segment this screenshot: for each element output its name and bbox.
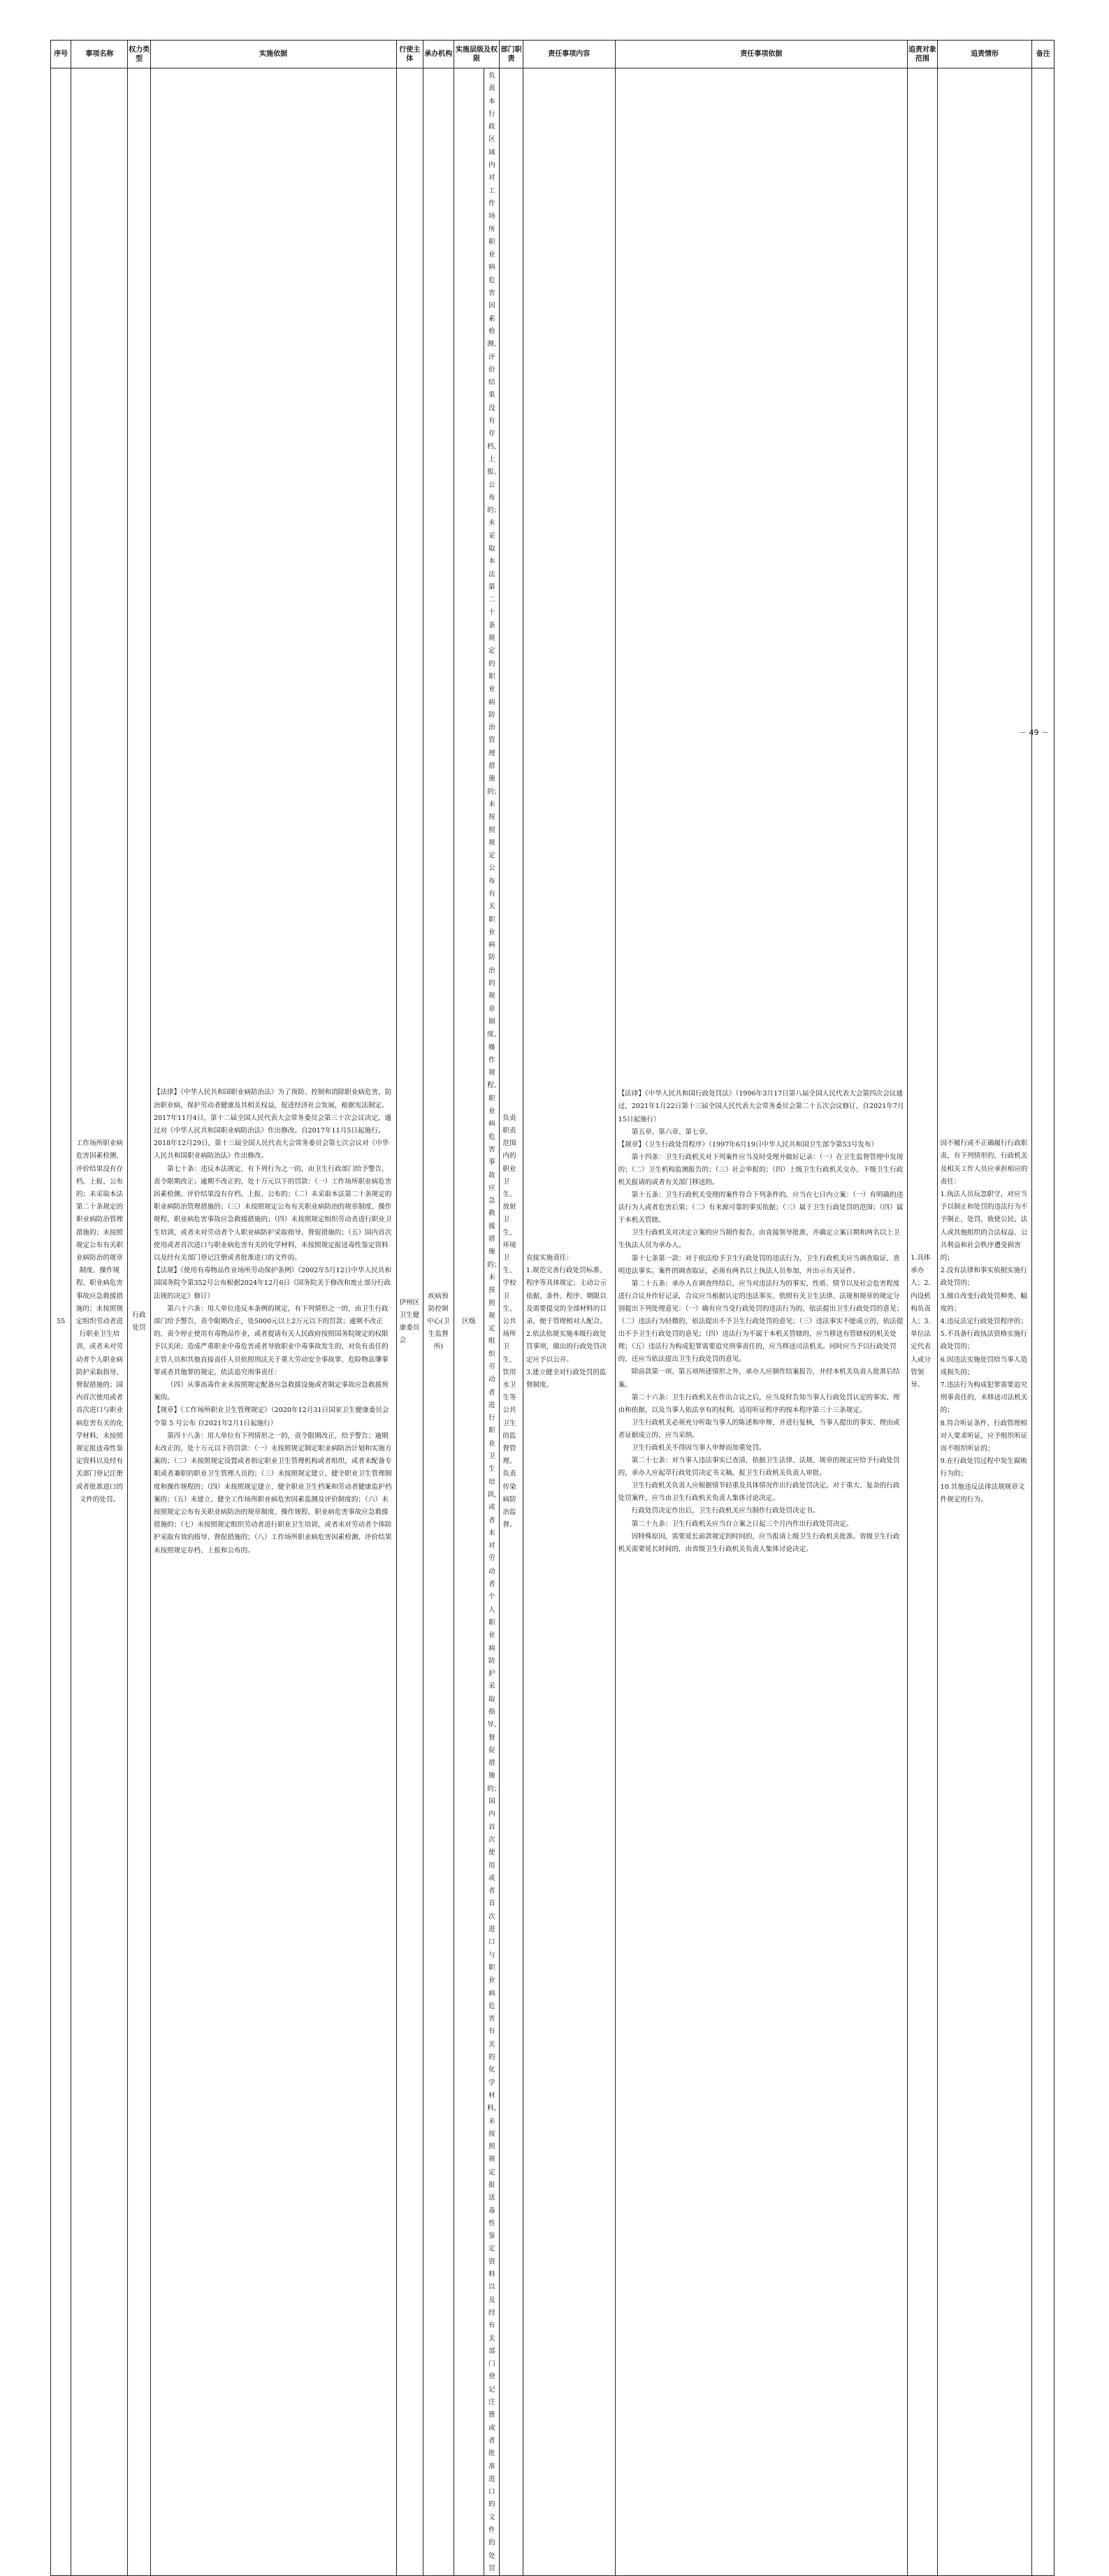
header-scope: 追责对象范围 xyxy=(908,41,938,68)
resp-basis-para: 卫生行政机关负责人应根据情节轻重及具体情况作出行政处罚决定。对于重大、复杂的行政处罚案件，应当由卫生行政机关负责人集体讨论决定。 xyxy=(618,1482,900,1503)
situation-line: 5.不具备行政执法资格实施行政处罚的； xyxy=(940,1330,1027,1351)
cell-subject: 伊州区卫生健康委员会 xyxy=(396,68,423,2576)
situation-line: 2.没有法律和事实依据实施行政处罚的； xyxy=(940,1267,1027,1288)
resp-line: 2.依法依规实施本级行政处罚事项，做出的行政处罚决定应予以公开。 xyxy=(525,1330,607,1364)
header-org: 承办机构 xyxy=(423,41,454,68)
header-row xyxy=(51,41,1054,68)
situation-line: 3.擅自改变行政处罚种类、幅度的； xyxy=(940,1292,1027,1313)
resp-basis-para: 第二十六条：卫生行政机关在作出合议之后，应当及时告知当事人行政处罚认定的事实、理由和依据，以及当事人依法享有的权利。适用听证程序的按本程序第三十三条规定。 xyxy=(618,1393,900,1414)
resp-basis-para: 第二十七条：对当事人违法事实已查清，依据卫生法律、法规、规章的规定应给予行政处罚的，承办人应起草行政处罚决定书文稿，报卫生行政机关负责人审批。 xyxy=(618,1457,900,1478)
situation-line: 8.符合听证条件、行政管理相对人要求听证，应予组织听证而不组织听证的； xyxy=(940,1419,1028,1453)
resp-basis-para: 第二十五条：承办人在调查终结后，应当对违法行为的事实、性质、情节以及社会危害程度进行合议并作好记录，合议应当根据认定的违法事实，依照有关卫生法律、法规和规章的规定分别提出下列处理意见：（一）确有应当受行政处罚的违法行为的，依法提出卫生行政处罚的意见；（二）违法行为轻微的，依法提出不予卫生行政处罚的意见；（三）违法事实不能成立的，依法提出不予卫生行政处罚的意见；（四）违法行为不属于本机关管辖的，应当移送有管辖权的机关处理；（五）违法行为构成犯罪需要追究刑事责任的，应当移送司法机关。同时应当予以行政处罚的，还应当依法提出卫生行政处罚的意见。 xyxy=(618,1279,904,1364)
resp-basis-para: 卫生行政机关必须充分听取当事人的陈述和申辩，并进行复核，当事人提出的事实、理由或者证据成立的，应当采纳。 xyxy=(618,1418,900,1439)
page-number: － 49 － xyxy=(1019,728,1049,737)
table-row xyxy=(51,68,1054,2576)
cell-situation xyxy=(937,68,1032,2576)
header-resp: 责任事项内容 xyxy=(523,41,615,68)
basis-para: 【法规】《使用有毒物品作业场所劳动保护条例》（2002年5月12日中华人民共和国国务院令第352号公布根据2024年12月6日《国务院关于修改和废止部分行政法规的决定》修订） xyxy=(153,1267,391,1300)
cell-name: 工作场所职业病危害因素检测、评价结果没有存档、上报、公布的；未采取本法第二十条规定的职业病防治管理措施的；未按照规定公布有关职业病防治的规章制度、操作规程、职业病危害事故应急救援措施的；未按照规定组织劳动者进行职业卫生培训，或者未对劳动者个人职业病防护采取指导、督促措施的；国内首次使用或者首次进口与职业病危害有关的化学材料，未按照规定报送毒性鉴定资料以及经有关部门登记注册或者批准进口的文件的处罚。 xyxy=(71,68,128,2576)
cell-org: 疾病预防控制中心(卫生监督所) xyxy=(423,68,454,2576)
header-seq: 序号 xyxy=(51,41,71,68)
situation-line: 4.违反法定行政处罚程序的； xyxy=(940,1317,1027,1325)
header-subject: 行使主体 xyxy=(396,41,423,68)
resp-basis-para: 【规章】《卫生行政处罚程序》（1997年6月19日中华人民共和国卫生部令第53号发布） xyxy=(618,1140,878,1149)
responsibility-table xyxy=(50,40,1054,2576)
basis-para: 第七十条：违反本法规定，有下列行为之一的，由卫生行政部门给予警告，责令限期改正；逾期不改正的，处十万元以下的罚款：（一）工作场所职业病危害因素检测、评价结果没有存档、上报、公布的；（二）未采取本法第二十条规定的职业病防治管理措施的；（三）未按照规定公布有关职业病防治的规章制度、操作规程、职业病危害事故应急救援措施的；（四）未按照规定组织劳动者进行职业卫生培训，或者未对劳动者个人职业病防护采取指导、督促措施的；（五）国内首次使用或者首次进口与职业病危害有关的化学材料，未按照规定报送毒性鉴定资料以及经有关部门登记注册或者批准进口的文件的。 xyxy=(153,1165,392,1262)
header-level: 实施层级及权限 xyxy=(454,41,500,68)
cell-seq: 55 xyxy=(51,68,71,2576)
header-situation: 追责情形 xyxy=(937,41,1032,68)
basis-para: 第四十八条：用人单位有下列情形之一的，责令限期改正，给予警告；逾期未改正的，处十万元以下的罚款：（一）未按照规定制定职业病防治计划和实施方案的；（二）未按照规定设置或者指定职业卫生管理机构或者组织，或者未配备专职或者兼职的职业卫生管理人员的；（三）未按照规定建立、健全职业卫生管理制度和操作规程的；（四）未按照规定建立、健全职业卫生档案和劳动者健康监护档案的；（五）未建立、健全工作场所职业病危害因素监测及评价制度的；（六）未按照规定公布有关职业病防治的规章制度、操作规程、职业病危害事故应急救援措施的；（七）未按照规定组织劳动者进行职业卫生培训，或者未对劳动者个体防护采取有效的指导、督促措施的；（八）工作场所职业病危害因素检测、评价结果未按照规定存档、上报和公布的。 xyxy=(153,1432,392,1555)
resp-basis-para: 行政处罚决定作出后，卫生行政机关应当制作行政处罚决定书。 xyxy=(631,1507,820,1515)
resp-basis-para: 第十七条第一款：对于依法给予卫生行政处罚的违法行为，卫生行政机关应当调查取证，查明违法事实。案件的调查取证，必须有两名以上执法人员参加，并出示有关证件。 xyxy=(618,1254,900,1275)
cell-scope: 1.具体承办人；2.内设机构负责人；3.单位法定代表人或分管领导。 xyxy=(908,68,938,2576)
resp-basis-para: 卫生行政机关不得因当事人申辩而加重处罚。 xyxy=(631,1443,766,1452)
header-type: 权力类型 xyxy=(128,41,150,68)
cell-resp-basis xyxy=(615,68,908,2576)
resp-line: 直接实施责任： xyxy=(525,1253,573,1262)
header-name: 事项名称 xyxy=(71,41,128,68)
basis-para: 【法律】《中华人民共和国职业病防治法》为了预防、控制和消除职业病危害，防治职业病，保护劳动者健康及其相关权益，促进经济社会发展，根据宪法制定。2017年11月4日，第十二届全国人民代表大会常务委员会第三十次会议决定，通过对《中华人民共和国职业病防治法》作出修改。自2017年11月5日起施行。2018年12月29日，第十三届全国人民代表大会常务委员会第七次会议对《中华人民共和国职业病防治法》作出修改。 xyxy=(153,1089,392,1160)
cell-level: 区级 xyxy=(454,68,484,2576)
basis-para: （四）从事高毒作业未按照规定配备应急救援设施或者制定事故应急救援预案的。 xyxy=(153,1381,389,1402)
cell-resp xyxy=(523,68,615,2576)
header-remark: 备注 xyxy=(1032,41,1054,68)
basis-para: 【规章】《工作场所职业卫生管理规定》（2020年12月31日国家卫生健康委员会令第 5 号公布 自2021年2月1日起施行） xyxy=(153,1406,389,1427)
situation-line: 因不履行或不正确履行行政职责，有下列情形的，行政机关及相关工作人员应承担相应的责任： xyxy=(940,1140,1028,1186)
situation-line: 1.执法人员玩忽职守，对应当予以制止和处罚的违法行为不予制止、处罚，致使公民、法人或其他组织的合法权益、公共利益和社会秩序遭受损害的； xyxy=(940,1190,1028,1262)
resp-basis-para: 因特殊原因，需要延长前款规定的时间的，应当报请上级卫生行政机关批准。省级卫生行政机关需要延长时间的，由省级卫生行政机关负责人集体讨论决定。 xyxy=(618,1532,900,1553)
cell-type: 行政处罚 xyxy=(128,68,150,2576)
cell-dept: 负责职责范围内的职业卫生、放射卫生、环境卫生、学校卫生、公共场所卫生、饮用水卫生等公共卫生的监督管理。负责传染病防治监督。 xyxy=(500,68,523,2576)
situation-line: 10.其他违反法律法规规章文件规定的行为。 xyxy=(940,1483,1025,1504)
cell-level-detail: 负责本行政区域内对工作场所职业病危害因素检测、评价结果没有存档、上报、公布的；未采取本法第二十条规定的职业病防治管理措施的；未按照规定公布有关职业病防治的规章制度、操作规程、职业病危害事故应急救援措施的；未按照规定组织劳动者进行职业卫生培训，或者未对劳动者个人职业病防护采取指导、督促措施的；国内首次使用或者首次进口与职业病危害有关的化学材料，未按照规定报送毒性鉴定资料以及经有关部门登记注册或者批准进口的文件的处罚 xyxy=(484,68,500,2576)
basis-para: 第六十六条：用人单位违反本条例的规定，有下列情形之一的，由卫生行政部门给予警告，责令限期改正，处5000元以上2万元以下的罚款；逾期不改正的，责令停止使用有毒物品作业，或者提请有关人民政府按照国务院规定的权限予以关闭；造成严重职业中毒危害或者导致职业中毒事故发生的，对负有责任的主管人员和其他直接责任人员依照刑法关于重大劳动安全事故罪、危险物品肇事罪或者其他罪的规定，依法追究刑事责任： xyxy=(153,1304,389,1376)
cell-basis xyxy=(150,68,396,2576)
resp-basis-para: 第十五条：卫生行政机关受理的案件符合下列条件的，应当在七日内立案：（一）有明确的违法行为人或者危害后果；（二）有来源可靠的事实依据；（三）属于卫生行政处罚的范围；（四）属于本机关管辖。 xyxy=(618,1191,904,1225)
situation-line: 6.因违法实施处罚给当事人造成损失的； xyxy=(940,1355,1027,1376)
resp-basis-para: 除前款第一项、第五项所述情形之外，承办人应制作结案报告，并经本机关负责人批准后结案。 xyxy=(618,1368,900,1389)
resp-basis-para: 第五章、第六章、第七章。 xyxy=(631,1128,712,1136)
resp-line: 1.规范完善行政处罚标准、程序等具体规定；主动公示依据、条件、程序、期限以及需要提交的全部材料的目录，便于管理相对人配合。 xyxy=(525,1267,607,1325)
resp-line: 3.建立健全对行政处罚的监督制度。 xyxy=(525,1368,607,1389)
resp-basis-para: 卫生行政机关对决定立案的应当制作报告，由直接领导批准，并确定立案日期和两名以上卫生执法人员为承办人。 xyxy=(618,1229,900,1250)
header-dept: 部门职责 xyxy=(500,41,523,68)
header-resp-basis: 责任事项依据 xyxy=(615,41,908,68)
situation-line: 7.违法行为构成犯罪需要追究刑事责任的，未移送司法机关的； xyxy=(940,1381,1028,1415)
resp-basis-para: 第十四条：卫生行政机关对下列案件应当及时受理并做好记录：（一）在卫生监督管理中发现的；（二）卫生机构监测报告的；（三）社会举报的；（四）上级卫生行政机关交办、下级卫生行政机关报请的或者有关部门移送的。 xyxy=(618,1153,904,1187)
resp-basis-para: 【法律】《中华人民共和国行政处罚法》（1996年3月17日第八届全国人民代表大会第四次会议通过，2021年1月22日第十三届全国人民代表大会常务委员会第二十五次会议修订，自2021年7月15日起施行） xyxy=(618,1090,904,1123)
situation-line: 9.在行政处罚过程中发生腐败行为的； xyxy=(940,1457,1027,1478)
resp-basis-para: 第二十九条：卫生行政机关应当自立案之日起三个月内作出行政处罚决定。 xyxy=(631,1520,853,1528)
header-basis: 实施依据 xyxy=(150,41,396,68)
cell-remark xyxy=(1032,68,1054,2576)
